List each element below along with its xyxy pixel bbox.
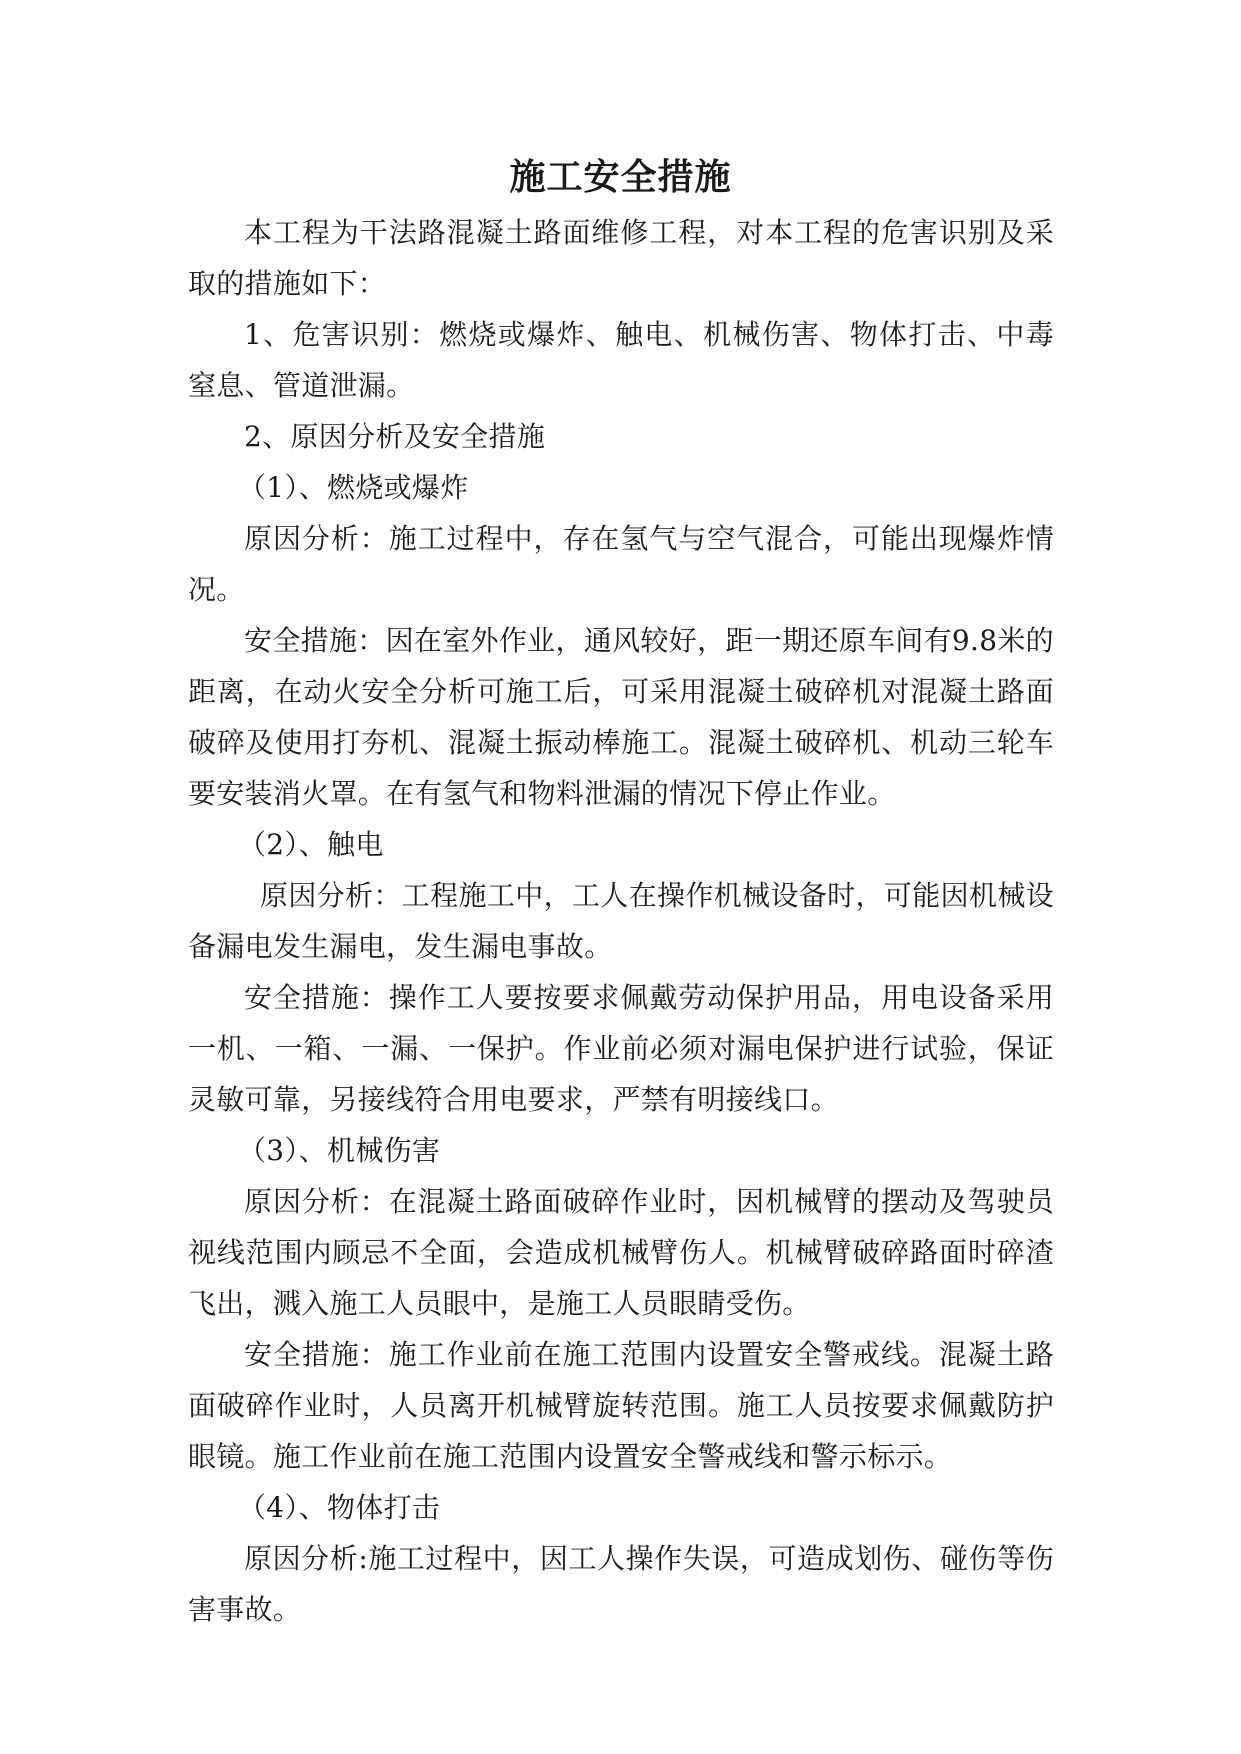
- hazard-identification-paragraph: 1、危害识别：燃烧或爆炸、触电、机械伤害、物体打击、中毒窒息、管道泄漏。: [188, 318, 1054, 402]
- cause-paragraph-electric-shock: 原因分析：工程施工中，工人在操作机械设备时，可能因机械设备漏电发生漏电，发生漏电事故。: [188, 879, 1054, 963]
- cause-paragraph-object-strike: 原因分析:施工过程中，因工人操作失误，可造成划伤、碰伤等伤害事故。: [188, 1542, 1054, 1626]
- measure-paragraph-electric-shock: 安全措施：操作工人要按要求佩戴劳动保护用品，用电设备采用一机、一箱、一漏、一保护。作业前必须对漏电保护进行试验，保证灵敏可靠，另接线符合用电要求，严禁有明接线口。: [188, 981, 1054, 1116]
- subheading-fire-explosion: （1）、燃烧或爆炸: [238, 471, 469, 504]
- document-body: [188, 207, 1054, 1635]
- intro-paragraph: 本工程为干法路混凝土路面维修工程，对本工程的危害识别及采取的措施如下：: [188, 216, 1054, 300]
- cause-paragraph-fire-explosion: 原因分析：施工过程中，存在氢气与空气混合，可能出现爆炸情况。: [188, 522, 1054, 606]
- measure-paragraph-fire-explosion: 安全措施：因在室外作业，通风较好，距一期还原车间有9.8米的距离，在动火安全分析可施工后，可采用混凝土破碎机对混凝土路面破碎及使用打夯机、混凝土振动棒施工。混凝土破碎机、机动三轮车要安装消火罩。在有氢气和物料泄漏的情况下停止作业。: [188, 624, 1054, 810]
- section-heading-causes-measures: 2、原因分析及安全措施: [244, 420, 546, 453]
- document-title: 施工安全措施: [509, 156, 732, 198]
- subheading-object-strike: （4）、物体打击: [238, 1491, 441, 1524]
- measure-paragraph-mechanical-injury: 安全措施：施工作业前在施工范围内设置安全警戒线。混凝土路面破碎作业时，人员离开机械臂旋转范围。施工人员按要求佩戴防护眼镜。施工作业前在施工范围内设置安全警戒线和警示标示。: [188, 1338, 1054, 1473]
- cause-paragraph-mechanical-injury: 原因分析：在混凝土路面破碎作业时，因机械臂的摆动及驾驶员视线范围内顾忌不全面，会造成机械臂伤人。机械臂破碎路面时碎渣飞出，溅入施工人员眼中，是施工人员眼睛受伤。: [188, 1185, 1054, 1320]
- subheading-mechanical-injury: （3）、机械伤害: [238, 1134, 441, 1167]
- subheading-electric-shock: （2）、触电: [238, 828, 384, 861]
